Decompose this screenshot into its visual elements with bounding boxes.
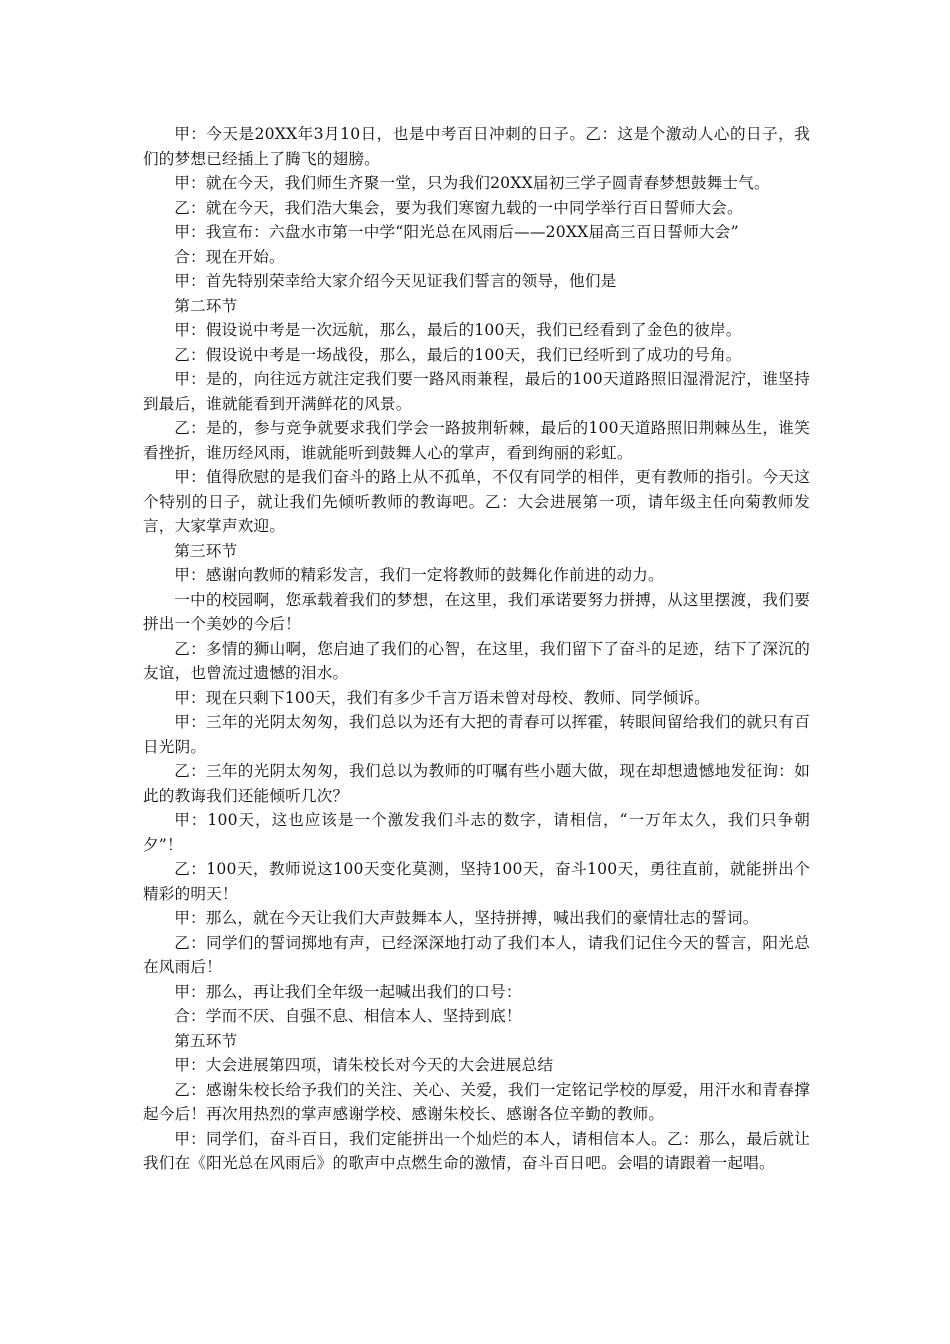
paragraph-12: 甲：值得欣慰的是我们奋斗的路上从不孤单，不仅有同学的相伴，更有教师的指引。今天这个特别的日子，就让我们先倾听教师的教诲吧。乙：大会进展第一项，请年级主任向菊教师发言，大家掌声欢迎。 — [143, 468, 810, 535]
paragraph-27: 甲：大会进展第四项，请朱校长对今天的大会进展总结 — [174, 1056, 554, 1074]
paragraph-24: 甲：那么，再让我们全年级一起喊出我们的口号： — [174, 982, 522, 1001]
paragraph-4: 甲：我宣布：六盘水市第一中学“阳光总在风雨后——20XX届高三百日誓师大会” — [174, 223, 739, 241]
paragraph-8: 甲：假设说中考是一次远航，那么，最后的100天，我们已经看到了金色的彼岸。 — [174, 321, 742, 339]
paragraph-11: 乙：是的，参与竞争就要求我们学会一路披荆斩棘，最后的100天道路照旧荆棘丛生，谁笑看挫折，谁历经风雨，谁就能听到鼓舞人心的掌声，看到绚丽的彩虹。 — [143, 419, 810, 462]
paragraph-22: 甲：那么，就在今天让我们大声鼓舞本人，坚持拼搏，喊出我们的豪情壮志的誓词。 — [174, 909, 759, 927]
paragraph-14: 甲：感谢向教师的精彩发言，我们一定将教师的鼓舞化作前进的动力。 — [174, 566, 664, 584]
paragraph-9: 乙：假设说中考是一场战役，那么，最后的100天，我们已经听到了成功的号角。 — [174, 345, 742, 364]
paragraph-6: 甲：首先特别荣幸给大家介绍今天见证我们誓言的领导，他们是 — [174, 272, 617, 290]
paragraph-28: 乙：感谢朱校长给予我们的关注、关心、关爱，我们一定铭记学校的厚爱，用汗水和青春撑起今后！再次用热烈的掌声感谢学校、感谢朱校长、感谢各位辛勤的教师。 — [143, 1080, 810, 1123]
paragraph-18: 甲：三年的光阴太匆匆，我们总以为还有大把的青春可以挥霍，转眼间留给我们的就只有百日光阴。 — [143, 713, 810, 756]
paragraph-3: 乙：就在今天，我们浩大集会，要为我们寒窗九载的一中同学举行百日誓师大会。 — [174, 198, 743, 217]
section-heading-2: 第二环节 — [174, 296, 238, 315]
section-heading-3: 第三环节 — [174, 541, 238, 560]
paragraph-5: 合：现在开始。 — [174, 247, 285, 266]
paragraph-1: 甲：今天是20XX年3月10日，也是中考百日冲刺的日子。乙：这是个激动人心的日子，我们的梦想已经插上了腾飞的翅膀。 — [143, 125, 810, 168]
paragraph-17: 甲：现在只剩下100天，我们有多少千言万语未曾对母校、教师、同学倾诉。 — [174, 688, 710, 707]
paragraph-16: 乙：多情的狮山啊，您启迪了我们的心智，在这里，我们留下了奋斗的足迹，结下了深沉的友谊，也曾流过遗憾的泪水。 — [143, 639, 810, 682]
document-body — [143, 122, 810, 1176]
paragraph-2: 甲：就在今天，我们师生齐聚一堂，只为我们20XX届初三学子圆青春梦想鼓舞士气。 — [174, 174, 770, 192]
paragraph-19: 乙：三年的光阴太匆匆，我们总以为教师的叮嘱有些小题大做，现在却想遗憾地发征询：如此的教诲我们还能倾听几次？ — [143, 762, 810, 805]
paragraph-25: 合：学而不厌、自强不息、相信本人、坚持到底！ — [174, 1007, 522, 1025]
paragraph-29: 甲：同学们，奋斗百日，我们定能拼出一个灿烂的本人，请相信本人。乙：那么，最后就让我们在《阳光总在风雨后》的歌声中点燃生命的激情，奋斗百日吧。会唱的请跟着一起唱。 — [143, 1129, 810, 1172]
paragraph-23: 乙：同学们的誓词掷地有声，已经深深地打动了我们本人，请我们记住今天的誓言，阳光总在风雨后！ — [143, 933, 810, 976]
section-heading-5: 第五环节 — [174, 1031, 238, 1050]
paragraph-10: 甲：是的，向往远方就注定我们要一路风雨兼程，最后的100天道路照旧湿滑泥泞，谁坚持到最后，谁就能看到开满鲜花的风景。 — [143, 370, 810, 413]
paragraph-15: 一中的校园啊，您承载着我们的梦想，在这里，我们承诺要努力拼搏，从这里摆渡，我们要拼出一个美妙的今后！ — [143, 590, 810, 633]
paragraph-21: 乙：100天，教师说这100天变化莫测，坚持100天，奋斗100天，勇往直前，就能拼出个精彩的明天！ — [143, 860, 810, 903]
paragraph-20: 甲：100天，这也应该是一个激发我们斗志的数字，请相信，“一万年太久，我们只争朝夕”！ — [143, 811, 810, 854]
